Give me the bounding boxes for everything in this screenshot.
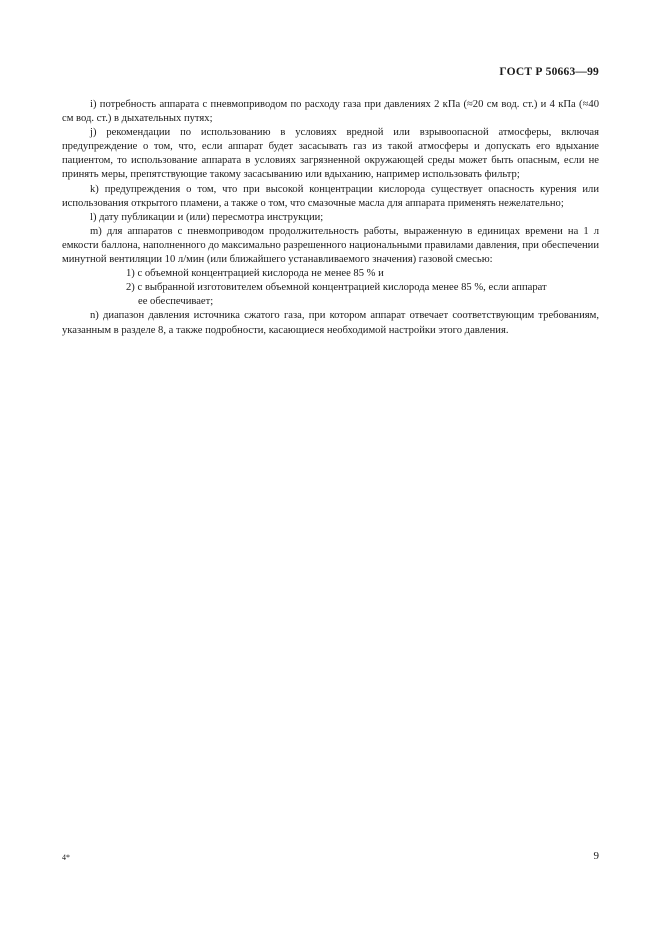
standard-header: ГОСТ Р 50663—99	[499, 66, 599, 78]
paragraph-m: m) для аппаратов с пневмоприводом продолжительность работы, выраженную в единицах времени на 1 л емкости баллона, наполненного до максимально разрешенного национальными правилами давления, при обеспечении минутной вентиляции 10 л/мин (или ближайшего устанавливаемого значения) газовой смесью:	[62, 225, 599, 266]
paragraph-j: j) рекомендации по использованию в условиях вредной или взрывоопасной атмосферы, включая предупреждение о том, что, если аппарат будет засасывать газ из такой атмосферы и допускать его вдыхание пациентом, то использование аппарата в условиях загрязненной окружающей среды может быть опасным, если не принять меры, препятствующие такому засасыванию или вдыханию, например использовать фильтр;	[62, 127, 599, 181]
document-body	[62, 98, 599, 338]
sub-item-2-continuation: ее обеспечивает;	[138, 296, 214, 308]
page-number: 9	[593, 850, 599, 862]
paragraph-l: l) дату публикации и (или) пересмотра инструкции;	[90, 211, 324, 223]
paragraph-k: k) предупреждения о том, что при высокой концентрации кислорода существует опасность курения или использования открытого пламени, а также о том, что смазочные масла для аппарата применять нежелательно;	[62, 183, 599, 209]
sub-item-2: 2) с выбранной изготовителем объемной концентрацией кислорода менее 85 %, если аппарат	[126, 282, 547, 294]
sub-item-1: 1) с объемной концентрацией кислорода не менее 85 % и	[126, 268, 384, 280]
sheet-mark: 4*	[62, 853, 70, 862]
paragraph-i: i) потребность аппарата с пневмоприводом по расходу газа при давлениях 2 кПа (≈20 см вод. ст.) и 4 кПа (≈40 см вод. ст.) в дыхательных путях;	[62, 99, 599, 125]
paragraph-n: n) диапазон давления источника сжатого газа, при котором аппарат отвечает соответствующим требованиям, указанным в разделе 8, а также подробности, касающиеся необходимой настройки этого давления.	[62, 310, 599, 336]
